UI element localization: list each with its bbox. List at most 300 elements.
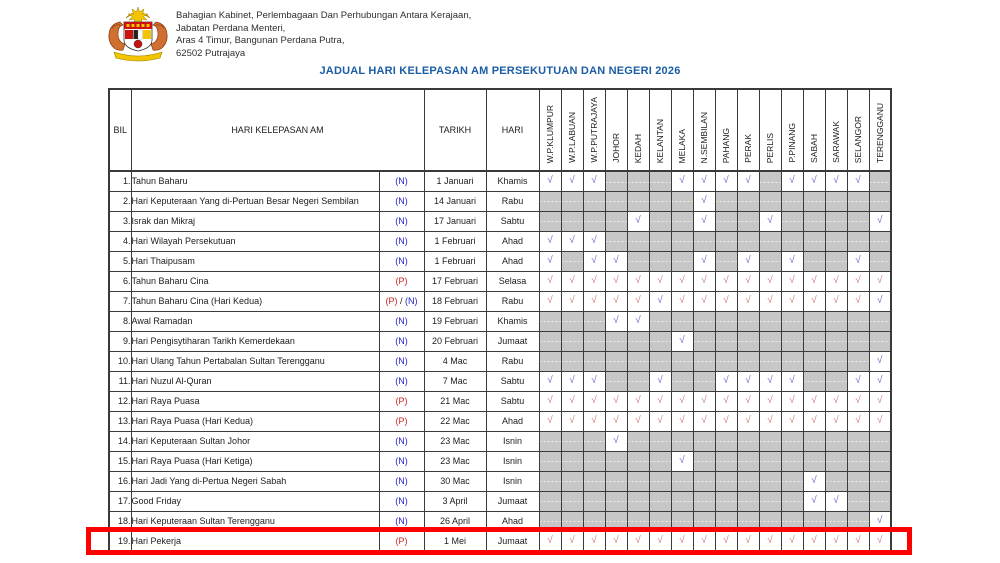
cell-holiday-name: Hari Raya Puasa (Hari Kedua) bbox=[131, 411, 379, 431]
cell-state-sarawak bbox=[825, 411, 847, 431]
cell-marker bbox=[379, 471, 424, 491]
cell-marker bbox=[379, 371, 424, 391]
holidays-table bbox=[108, 88, 892, 552]
check-mark: √ bbox=[569, 235, 575, 246]
state-label: MELAKA bbox=[677, 128, 687, 163]
cell-state-melaka bbox=[671, 251, 693, 271]
cell-state-w-p-klumpur bbox=[539, 471, 561, 491]
marker-text: (P) bbox=[385, 296, 398, 306]
cell-state-p-pinang bbox=[781, 391, 803, 411]
cell-state-melaka bbox=[671, 311, 693, 331]
cell-state-p-pinang bbox=[781, 211, 803, 231]
state-label: SABAH bbox=[809, 134, 819, 163]
cell-hari: Isnin bbox=[486, 451, 539, 471]
check-mark: √ bbox=[767, 295, 773, 306]
marker-text: (P) bbox=[395, 276, 408, 286]
cell-state-pahang bbox=[715, 351, 737, 371]
cell-state-n-sembilan bbox=[693, 291, 715, 311]
table-row bbox=[109, 171, 891, 191]
cell-state-perlis bbox=[759, 191, 781, 211]
cell-state-sarawak bbox=[825, 491, 847, 511]
state-label: JOHOR bbox=[611, 133, 621, 163]
cell-holiday-name: Hari Keputeraan Sultan Johor bbox=[131, 431, 379, 451]
cell-state-melaka bbox=[671, 171, 693, 191]
header-state-6 bbox=[649, 89, 671, 171]
cell-state-sabah bbox=[803, 391, 825, 411]
cell-state-perak bbox=[737, 451, 759, 471]
check-mark: √ bbox=[877, 534, 883, 546]
cell-state-pahang bbox=[715, 171, 737, 191]
cell-tarikh: 18 Februari bbox=[424, 291, 486, 311]
check-mark: √ bbox=[679, 275, 685, 286]
cell-state-p-pinang bbox=[781, 471, 803, 491]
check-mark: √ bbox=[547, 275, 553, 286]
cell-state-p-pinang bbox=[781, 371, 803, 391]
check-mark: √ bbox=[569, 375, 575, 386]
cell-state-kelantan bbox=[649, 231, 671, 251]
state-label: W.P.PUTRAJAYA bbox=[589, 97, 599, 163]
address-block bbox=[176, 10, 471, 60]
check-mark: √ bbox=[789, 395, 795, 406]
cell-state-pahang bbox=[715, 311, 737, 331]
cell-state-johor bbox=[605, 531, 627, 551]
check-mark: √ bbox=[613, 295, 619, 306]
cell-state-p-pinang bbox=[781, 411, 803, 431]
cell-hari: Isnin bbox=[486, 431, 539, 451]
cell-state-w-p-labuan bbox=[561, 211, 583, 231]
cell-state-melaka bbox=[671, 191, 693, 211]
cell-state-sabah bbox=[803, 211, 825, 231]
check-mark: √ bbox=[855, 534, 861, 546]
check-mark: √ bbox=[833, 275, 839, 286]
table-row bbox=[109, 291, 891, 311]
cell-state-kedah bbox=[627, 231, 649, 251]
cell-state-johor bbox=[605, 351, 627, 371]
cell-state-selangor bbox=[847, 231, 869, 251]
table-row bbox=[109, 511, 891, 531]
check-mark: √ bbox=[547, 175, 553, 187]
state-label: PERAK bbox=[743, 134, 753, 163]
check-mark: √ bbox=[767, 534, 773, 546]
cell-state-selangor bbox=[847, 251, 869, 271]
check-mark: √ bbox=[855, 275, 861, 286]
cell-state-sarawak bbox=[825, 311, 847, 331]
check-mark: √ bbox=[635, 275, 641, 286]
check-mark: √ bbox=[657, 295, 663, 306]
check-mark: √ bbox=[613, 415, 619, 426]
cell-bil: 10. bbox=[109, 351, 131, 371]
cell-state-melaka bbox=[671, 371, 693, 391]
cell-hari: Jumaat bbox=[486, 531, 539, 551]
cell-state-johor bbox=[605, 171, 627, 191]
check-mark: √ bbox=[635, 215, 641, 226]
state-label: N.SEMBILAN bbox=[699, 111, 709, 163]
cell-state-johor bbox=[605, 191, 627, 211]
cell-state-w-p-labuan bbox=[561, 291, 583, 311]
cell-state-kedah bbox=[627, 191, 649, 211]
cell-state-w-p-labuan bbox=[561, 451, 583, 471]
cell-holiday-name: Awal Ramadan bbox=[131, 311, 379, 331]
cell-marker bbox=[379, 511, 424, 531]
cell-state-w-p-putrajaya bbox=[583, 471, 605, 491]
check-mark: √ bbox=[591, 415, 597, 426]
marker-text: (N) bbox=[395, 356, 408, 366]
state-label: W.P.KLUMPUR bbox=[545, 104, 555, 163]
cell-state-n-sembilan bbox=[693, 331, 715, 351]
cell-state-sabah bbox=[803, 471, 825, 491]
check-mark: √ bbox=[657, 415, 663, 426]
cell-marker bbox=[379, 431, 424, 451]
cell-state-terengganu bbox=[869, 331, 891, 351]
cell-marker bbox=[379, 391, 424, 411]
cell-state-w-p-labuan bbox=[561, 351, 583, 371]
marker-text: (N) bbox=[395, 216, 408, 226]
marker-text: (N) bbox=[395, 476, 408, 486]
header-state-1 bbox=[539, 89, 561, 171]
cell-holiday-name: Hari Jadi Yang di-Pertua Negeri Sabah bbox=[131, 471, 379, 491]
cell-holiday-name: Tahun Baharu Cina (Hari Kedua) bbox=[131, 291, 379, 311]
cell-state-w-p-labuan bbox=[561, 471, 583, 491]
cell-state-perak bbox=[737, 251, 759, 271]
cell-tarikh: 23 Mac bbox=[424, 451, 486, 471]
check-mark: √ bbox=[877, 515, 883, 526]
check-mark: √ bbox=[701, 295, 707, 306]
header-hari: HARI bbox=[486, 89, 539, 171]
cell-tarikh: 26 April bbox=[424, 511, 486, 531]
marker-text: (N) bbox=[405, 296, 418, 306]
header-state-15 bbox=[847, 89, 869, 171]
cell-state-perak bbox=[737, 431, 759, 451]
check-mark: √ bbox=[723, 534, 729, 546]
cell-state-perlis bbox=[759, 351, 781, 371]
cell-state-sarawak bbox=[825, 471, 847, 491]
check-mark: √ bbox=[789, 534, 795, 546]
cell-state-melaka bbox=[671, 291, 693, 311]
check-mark: √ bbox=[833, 534, 839, 546]
cell-bil: 14. bbox=[109, 431, 131, 451]
cell-holiday-name: Hari Wilayah Persekutuan bbox=[131, 231, 379, 251]
cell-state-n-sembilan bbox=[693, 311, 715, 331]
cell-state-w-p-labuan bbox=[561, 171, 583, 191]
check-mark: √ bbox=[833, 395, 839, 406]
cell-state-perlis bbox=[759, 371, 781, 391]
cell-state-sabah bbox=[803, 171, 825, 191]
header-state-3 bbox=[583, 89, 605, 171]
cell-state-n-sembilan bbox=[693, 391, 715, 411]
check-mark: √ bbox=[767, 275, 773, 286]
cell-state-johor bbox=[605, 491, 627, 511]
marker-text: (N) bbox=[395, 376, 408, 386]
table-row bbox=[109, 271, 891, 291]
cell-state-perak bbox=[737, 511, 759, 531]
cell-bil: 17. bbox=[109, 491, 131, 511]
cell-state-p-pinang bbox=[781, 271, 803, 291]
cell-tarikh: 23 Mac bbox=[424, 431, 486, 451]
check-mark: √ bbox=[591, 395, 597, 406]
cell-state-w-p-putrajaya bbox=[583, 251, 605, 271]
cell-state-melaka bbox=[671, 451, 693, 471]
table-row bbox=[109, 371, 891, 391]
cell-state-p-pinang bbox=[781, 171, 803, 191]
check-mark: √ bbox=[833, 295, 839, 306]
check-mark: √ bbox=[679, 295, 685, 306]
header-state-8 bbox=[693, 89, 715, 171]
check-mark: √ bbox=[855, 375, 861, 386]
cell-state-n-sembilan bbox=[693, 511, 715, 531]
state-label: PERLIS bbox=[765, 132, 775, 163]
cell-bil: 2. bbox=[109, 191, 131, 211]
cell-state-w-p-putrajaya bbox=[583, 331, 605, 351]
cell-tarikh: 22 Mac bbox=[424, 411, 486, 431]
state-label: PAHANG bbox=[721, 127, 731, 163]
cell-marker bbox=[379, 251, 424, 271]
marker-text: (P) bbox=[395, 416, 408, 426]
cell-marker bbox=[379, 351, 424, 371]
check-mark: √ bbox=[789, 175, 795, 187]
cell-state-w-p-klumpur bbox=[539, 291, 561, 311]
cell-state-sarawak bbox=[825, 431, 847, 451]
cell-state-w-p-labuan bbox=[561, 331, 583, 351]
cell-state-kedah bbox=[627, 391, 649, 411]
cell-state-p-pinang bbox=[781, 331, 803, 351]
cell-state-w-p-labuan bbox=[561, 371, 583, 391]
cell-state-perlis bbox=[759, 311, 781, 331]
check-mark: √ bbox=[811, 534, 817, 546]
cell-state-kedah bbox=[627, 311, 649, 331]
header-holiday: HARI KELEPASAN AM bbox=[131, 89, 424, 171]
cell-state-johor bbox=[605, 411, 627, 431]
cell-state-johor bbox=[605, 391, 627, 411]
check-mark: √ bbox=[679, 415, 685, 426]
page-title: JADUAL HARI KELEPASAN AM PERSEKUTUAN DAN NEGERI 2026 bbox=[319, 65, 681, 77]
cell-holiday-name: Hari Ulang Tahun Pertabalan Sultan Terengganu bbox=[131, 351, 379, 371]
cell-state-perlis bbox=[759, 291, 781, 311]
cell-state-perak bbox=[737, 231, 759, 251]
cell-state-kelantan bbox=[649, 451, 671, 471]
cell-state-w-p-klumpur bbox=[539, 211, 561, 231]
cell-tarikh: 20 Februari bbox=[424, 331, 486, 351]
cell-bil: 3. bbox=[109, 211, 131, 231]
cell-state-kelantan bbox=[649, 431, 671, 451]
check-mark: √ bbox=[547, 375, 553, 386]
check-mark: √ bbox=[701, 395, 707, 406]
cell-state-terengganu bbox=[869, 291, 891, 311]
cell-marker bbox=[379, 171, 424, 191]
check-mark: √ bbox=[877, 395, 883, 406]
cell-holiday-name: Tahun Baharu Cina bbox=[131, 271, 379, 291]
cell-state-p-pinang bbox=[781, 291, 803, 311]
cell-state-n-sembilan bbox=[693, 171, 715, 191]
cell-state-sabah bbox=[803, 271, 825, 291]
check-mark: √ bbox=[657, 395, 663, 406]
cell-marker bbox=[379, 531, 424, 551]
check-mark: √ bbox=[811, 175, 817, 187]
cell-state-pahang bbox=[715, 251, 737, 271]
check-mark: √ bbox=[855, 255, 861, 266]
cell-state-pahang bbox=[715, 391, 737, 411]
cell-state-perak bbox=[737, 351, 759, 371]
check-mark: √ bbox=[767, 215, 773, 226]
cell-state-johor bbox=[605, 311, 627, 331]
cell-state-perak bbox=[737, 411, 759, 431]
cell-state-melaka bbox=[671, 411, 693, 431]
check-mark: √ bbox=[877, 375, 883, 386]
check-mark: √ bbox=[635, 315, 641, 326]
address-line: Bahagian Kabinet, Perlembagaan Dan Perhubungan Antara Kerajaan, bbox=[176, 10, 472, 21]
check-mark: √ bbox=[569, 395, 575, 406]
cell-state-w-p-putrajaya bbox=[583, 171, 605, 191]
check-mark: √ bbox=[547, 395, 553, 406]
cell-state-pahang bbox=[715, 371, 737, 391]
cell-marker bbox=[379, 271, 424, 291]
cell-state-w-p-klumpur bbox=[539, 431, 561, 451]
cell-state-p-pinang bbox=[781, 311, 803, 331]
header-state-10 bbox=[737, 89, 759, 171]
cell-state-p-pinang bbox=[781, 511, 803, 531]
cell-state-perlis bbox=[759, 251, 781, 271]
cell-holiday-name: Hari Pengisytiharan Tarikh Kemerdekaan bbox=[131, 331, 379, 351]
check-mark: √ bbox=[701, 175, 707, 187]
cell-tarikh: 3 April bbox=[424, 491, 486, 511]
cell-state-melaka bbox=[671, 431, 693, 451]
cell-state-terengganu bbox=[869, 431, 891, 451]
cell-bil: 9. bbox=[109, 331, 131, 351]
check-mark: √ bbox=[789, 375, 795, 386]
cell-state-perlis bbox=[759, 411, 781, 431]
cell-tarikh: 17 Februari bbox=[424, 271, 486, 291]
check-mark: √ bbox=[679, 175, 685, 187]
header-state-2 bbox=[561, 89, 583, 171]
check-mark: √ bbox=[635, 395, 641, 406]
cell-state-w-p-putrajaya bbox=[583, 491, 605, 511]
cell-state-sarawak bbox=[825, 371, 847, 391]
check-mark: √ bbox=[569, 534, 575, 546]
cell-state-n-sembilan bbox=[693, 411, 715, 431]
tiger-left-icon bbox=[109, 22, 125, 50]
cell-state-w-p-labuan bbox=[561, 191, 583, 211]
header-state-7 bbox=[671, 89, 693, 171]
cell-state-w-p-klumpur bbox=[539, 511, 561, 531]
cell-hari: Selasa bbox=[486, 271, 539, 291]
cell-state-w-p-putrajaya bbox=[583, 351, 605, 371]
cell-state-kedah bbox=[627, 271, 649, 291]
cell-state-perak bbox=[737, 371, 759, 391]
table-row bbox=[109, 531, 891, 551]
marker-text: (N) bbox=[395, 236, 408, 246]
cell-state-melaka bbox=[671, 391, 693, 411]
check-mark: √ bbox=[767, 395, 773, 406]
cell-state-terengganu bbox=[869, 351, 891, 371]
cell-state-n-sembilan bbox=[693, 371, 715, 391]
cell-holiday-name: Hari Keputeraan Yang di-Pertuan Besar Negeri Sembilan bbox=[131, 191, 379, 211]
table-row bbox=[109, 391, 891, 411]
check-mark: √ bbox=[679, 534, 685, 546]
cell-state-kedah bbox=[627, 531, 649, 551]
check-mark: √ bbox=[701, 534, 707, 546]
cell-state-w-p-putrajaya bbox=[583, 311, 605, 331]
cell-tarikh: 14 Januari bbox=[424, 191, 486, 211]
header-state-9 bbox=[715, 89, 737, 171]
table-row bbox=[109, 331, 891, 351]
cell-bil: 4. bbox=[109, 231, 131, 251]
cell-state-selangor bbox=[847, 171, 869, 191]
marker-text: (N) bbox=[395, 496, 408, 506]
cell-state-w-p-labuan bbox=[561, 431, 583, 451]
cell-state-melaka bbox=[671, 531, 693, 551]
cell-state-sarawak bbox=[825, 231, 847, 251]
cell-state-kelantan bbox=[649, 411, 671, 431]
cell-bil: 15. bbox=[109, 451, 131, 471]
table-row bbox=[109, 311, 891, 331]
cell-state-perak bbox=[737, 471, 759, 491]
cell-state-kelantan bbox=[649, 191, 671, 211]
cell-state-selangor bbox=[847, 351, 869, 371]
cell-state-n-sembilan bbox=[693, 491, 715, 511]
cell-hari: Khamis bbox=[486, 171, 539, 191]
cell-state-p-pinang bbox=[781, 491, 803, 511]
cell-state-w-p-putrajaya bbox=[583, 371, 605, 391]
cell-marker bbox=[379, 291, 424, 311]
cell-state-terengganu bbox=[869, 371, 891, 391]
table-row bbox=[109, 211, 891, 231]
cell-state-kelantan bbox=[649, 251, 671, 271]
table-row bbox=[109, 451, 891, 471]
cell-state-perlis bbox=[759, 171, 781, 191]
cell-state-perak bbox=[737, 311, 759, 331]
cell-state-p-pinang bbox=[781, 531, 803, 551]
cell-holiday-name: Hari Pekerja bbox=[131, 531, 379, 551]
check-mark: √ bbox=[855, 415, 861, 426]
cell-state-kelantan bbox=[649, 291, 671, 311]
check-mark: √ bbox=[657, 375, 663, 386]
cell-hari: Jumaat bbox=[486, 491, 539, 511]
table-row bbox=[109, 491, 891, 511]
table-body bbox=[109, 171, 891, 551]
cell-state-kedah bbox=[627, 331, 649, 351]
cell-state-terengganu bbox=[869, 391, 891, 411]
malaysia-coat-of-arms-logo bbox=[106, 6, 170, 62]
marker-text: (N) bbox=[395, 436, 408, 446]
cell-tarikh: 1 Januari bbox=[424, 171, 486, 191]
header-state-14 bbox=[825, 89, 847, 171]
cell-state-melaka bbox=[671, 271, 693, 291]
cell-state-w-p-klumpur bbox=[539, 351, 561, 371]
check-mark: √ bbox=[833, 175, 839, 187]
marker-text: (N) bbox=[395, 336, 408, 346]
header-state-12 bbox=[781, 89, 803, 171]
cell-state-pahang bbox=[715, 331, 737, 351]
state-label: P.PINANG bbox=[787, 123, 797, 163]
check-mark: √ bbox=[613, 395, 619, 406]
cell-state-kedah bbox=[627, 291, 649, 311]
cell-state-perak bbox=[737, 171, 759, 191]
cell-state-sarawak bbox=[825, 291, 847, 311]
check-mark: √ bbox=[723, 175, 729, 187]
cell-state-sarawak bbox=[825, 171, 847, 191]
check-mark: √ bbox=[745, 295, 751, 306]
cell-state-sabah bbox=[803, 191, 825, 211]
cell-state-terengganu bbox=[869, 231, 891, 251]
cell-marker bbox=[379, 311, 424, 331]
check-mark: √ bbox=[635, 534, 641, 546]
table-row bbox=[109, 471, 891, 491]
cell-state-selangor bbox=[847, 451, 869, 471]
cell-marker bbox=[379, 211, 424, 231]
cell-holiday-name: Hari Thaipusam bbox=[131, 251, 379, 271]
check-mark: √ bbox=[745, 534, 751, 546]
table-row bbox=[109, 431, 891, 451]
cell-state-perlis bbox=[759, 271, 781, 291]
